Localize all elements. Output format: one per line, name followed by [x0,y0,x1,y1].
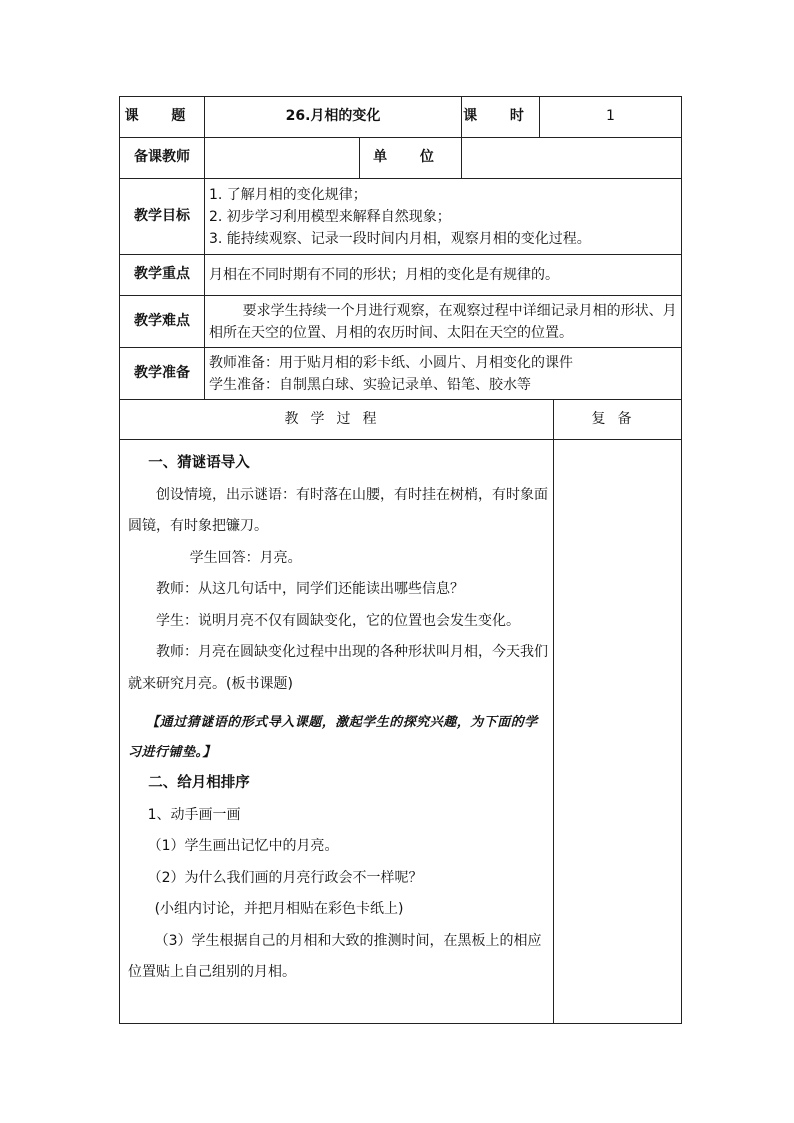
process-content [120,440,554,1024]
step-item: （1）学生画出记忆中的月亮。 [147,838,339,854]
student-preparation: 学生准备：自制黑白球、实验记录单、铅笔、胶水等 [209,376,531,393]
step-item: （2）为什么我们画的月亮行政会不一样呢？ [147,869,423,886]
preparation-cell [205,348,682,400]
goal-item: 3. 能持续观察、记录一段时间内月相，观察月相的变化过程。 [209,230,591,247]
goals-cell [205,179,682,255]
topic-value: 26.月相的变化 [205,97,462,138]
process-content-row [120,440,682,1024]
paragraph: 创设情境，出示谜语：有时落在山腰，有时挂在树梢，有时象面圆镜，有时象把镰刀。 [128,486,548,534]
step-item: (小组内讨论，并把月相贴在彩色卡纸上) [154,901,404,917]
teacher-value [205,138,360,179]
preparation-label: 教学准备 [120,348,205,400]
teacher-preparation: 教师准备：用于贴月相的彩卡纸、小圆片、月相变化的课件 [209,354,573,371]
key-points-text: 月相在不同时期有不同的形状；月相的变化是有规律的。 [205,255,682,296]
lesson-plan-table [119,96,682,1024]
topic-label: 课 题 [120,97,205,138]
review-header: 复备 [554,400,682,440]
difficulties-text: 要求学生持续一个月进行观察，在观察过程中详细记录月相的形状、月相所在天空的位置、月相的农历时间、太阳在天空的位置。 [205,296,682,348]
paragraph: 学生：说明月亮不仅有圆缺变化，它的位置也会发生变化。 [156,612,520,629]
review-cell [554,440,682,1024]
difficulties-row [120,296,682,348]
unit-label: 单 位 [360,138,462,179]
topic-row [120,97,682,138]
process-header-row [120,400,682,440]
teacher-row [120,138,682,179]
goals-label: 教学目标 [120,179,205,255]
paragraph: 学生回答：月亮。 [189,549,302,566]
difficulties-label: 教学难点 [120,296,205,348]
section-title: 一、猜谜语导入 [148,455,250,471]
step-title: 1、动手画一画 [147,806,241,823]
teacher-label: 备课教师 [120,138,205,179]
key-points-label: 教学重点 [120,255,205,296]
paragraph: 教师：月亮在圆缺变化过程中出现的各种形状叫月相，今天我们就来研究月亮。(板书课题) [128,644,548,692]
key-points-row [120,255,682,296]
unit-value [462,138,682,179]
period-value: 1 [540,97,682,138]
process-header: 教学过程 [120,400,554,440]
period-label: 课 时 [462,97,540,138]
goal-item: 1. 了解月相的变化规律； [209,186,367,203]
lesson-plan-sheet [119,96,681,1024]
step-item: （3）学生根据自己的月相和大致的推测时间，在黑板上的相应位置贴上自己组别的月相。 [128,932,542,980]
preparation-row [120,348,682,400]
goal-item: 2. 初步学习利用模型来解释自然现象； [209,208,451,225]
section-title: 二、给月相排序 [148,775,250,791]
paragraph: 教师：从这几句话中，同学们还能读出哪些信息？ [156,581,464,597]
teaching-note: 【通过猜谜语的形式导入课题，激起学生的探究兴趣，为下面的学习进行铺垫。】 [128,715,538,760]
goals-row [120,179,682,255]
